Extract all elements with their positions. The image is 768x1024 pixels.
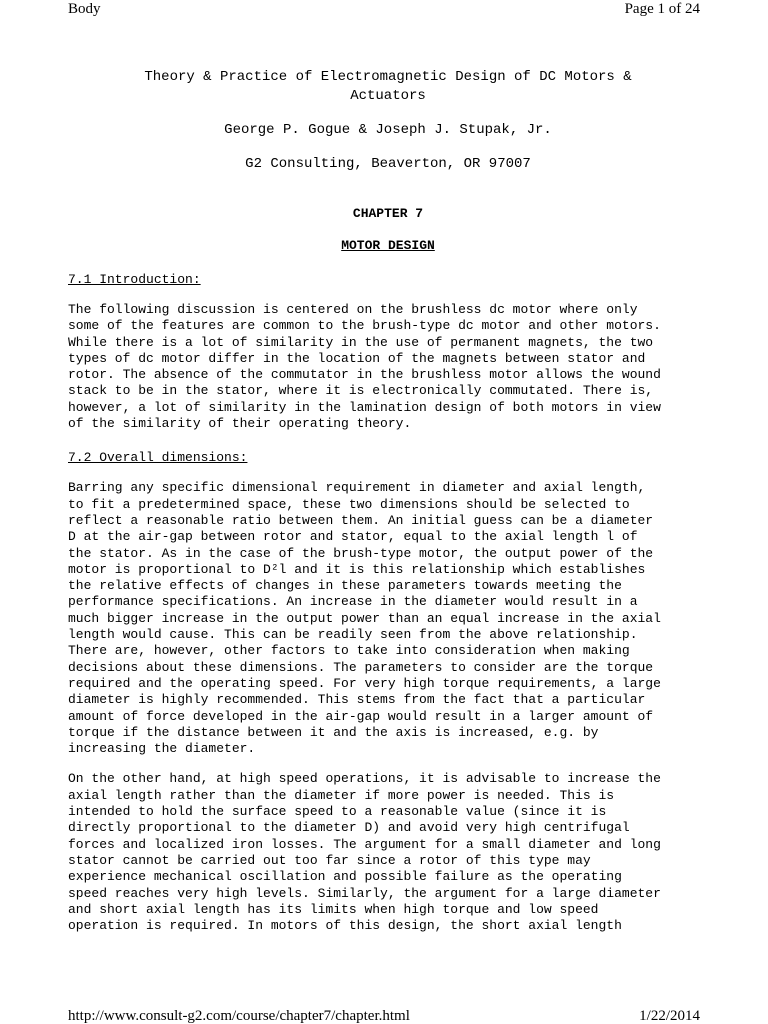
footer-url: http://www.consult-g2.com/course/chapter7/chapter.html: [68, 1008, 410, 1024]
header-page-number: Page 1 of 24: [624, 1, 700, 17]
section-heading-overall-dimensions: 7.2 Overall dimensions:: [68, 450, 248, 466]
document-title: Theory & Practice of Electromagnetic Design of DC Motors & Actuators: [144, 69, 632, 104]
paragraph: On the other hand, at high speed operations, it is advisable to increase the axial length rather than the diameter if more power is needed. This is intended to hold the surface speed to a reasonable value (since it is directly proportional to the diameter D) and avoid very high centrifugal forces and localized iron losses. The argument for a small diameter and long stator cannot be carried out too far since a rotor of this type may experience mechanical oscillation and possible failure as the operating speed reaches very high levels. Similarly, the argument for a large diameter and short axial length has its limits when high torque and low speed operation is required. In motors of this design, the short axial length: [68, 771, 661, 934]
section-heading-introduction: 7.1 Introduction:: [68, 272, 201, 287]
footer-date: 1/22/2014: [639, 1008, 700, 1024]
chapter-title: MOTOR DESIGN: [341, 238, 435, 253]
document-body: [68, 68, 708, 934]
header-left: Body: [68, 1, 101, 17]
chapter-label: CHAPTER 7: [352, 206, 424, 221]
document-affiliation: G2 Consulting, Beaverton, OR 97007: [245, 156, 531, 172]
paragraph: The following discussion is centered on the brushless dc motor where only some of the features are common to the brush-type dc motor and other motors. While there is a lot of similarity in the use of permanent magnets, the two types of dc motor differ in the location of the magnets between stator and rotor. The absence of the commutator in the brushless motor allows the wound stack to be in the stator, where it is electronically commutated. There is, however, a lot of similarity in the lamination design of both motors in view of the similarity of their operating theory.: [68, 302, 661, 432]
document-authors: George P. Gogue & Joseph J. Stupak, Jr.: [224, 122, 552, 138]
paragraph: Barring any specific dimensional requirement in diameter and axial length, to fit a predetermined space, these two dimensions should be selected to reflect a reasonable ratio between them. An initial guess can be a diameter D at the air-gap between rotor and stator, equal to the axial length l of the stator. As in the case of the brush-type motor, the output power of the motor is proportional to D²l and it is this relationship which establishes the relative effects of changes in these parameters towards meeting the performance specifications. An increase in the diameter would result in a much bigger increase in the output power than an equal increase in the axial length would cause. This can be readily seen from the above relationship. There are, however, other factors to take into consideration when making decisions about these dimensions. The parameters to consider are the torque required and the operating speed. For very high torque requirements, a large diameter is highly recommended. This stems from the fact that a particular amount of force developed in the air-gap would result in a larger amount of torque if the distance between it and the axis is increased, e.g. by increasing the diameter.: [68, 480, 661, 757]
